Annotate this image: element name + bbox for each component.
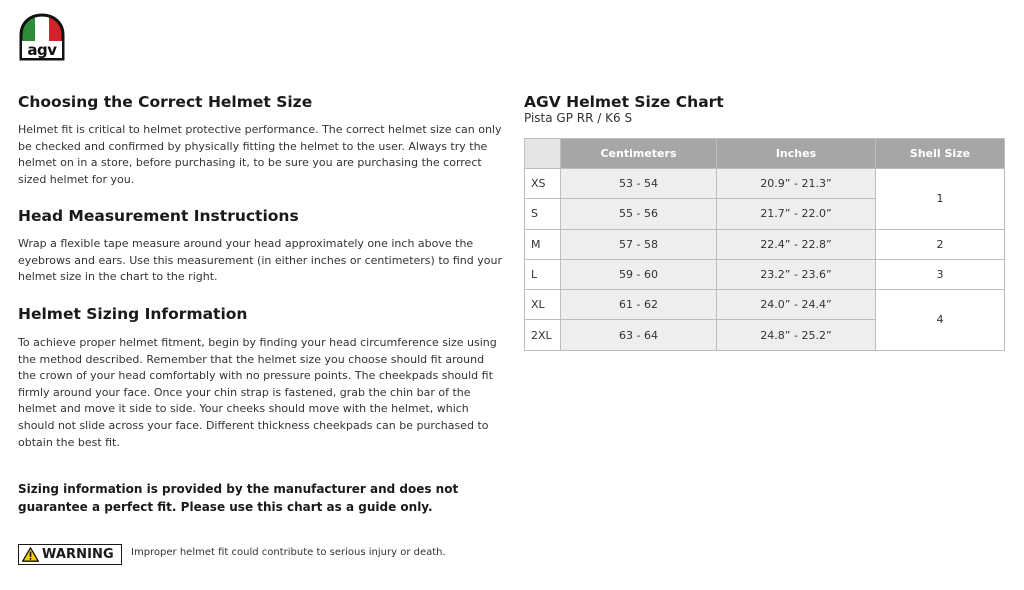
size-label: XS (525, 169, 561, 199)
size-label: M (525, 229, 561, 259)
size-chart-table (524, 138, 1005, 351)
disclaimer: Sizing information is provided by the manufacturer and does not guarantee a perfect fit. Please use this chart as a guide only. (18, 482, 459, 514)
centimeters-cell: 63 - 64 (561, 320, 717, 350)
chart-title: AGV Helmet Size Chart (524, 93, 724, 111)
size-label: S (525, 199, 561, 229)
inches-cell: 24.0” - 24.4” (717, 290, 876, 320)
section-sizing-information (18, 304, 503, 451)
inches-cell: 21.7” - 22.0” (717, 199, 876, 229)
inches-cell: 22.4” - 22.8” (717, 229, 876, 259)
section-choosing-size (18, 92, 503, 188)
section-title: Head Measurement Instructions (18, 207, 299, 225)
centimeters-cell: 59 - 60 (561, 259, 717, 289)
sizing-info (18, 92, 503, 449)
section-body: Helmet fit is critical to helmet protective performance. The correct helmet size can only be checked and confirmed by physically fitting the helmet to the user. Always try the helmet on in a store, before purchasing it, to be sure you are purchasing the correct sized helmet for you. (18, 123, 502, 186)
warning-label: WARNING (42, 547, 114, 562)
size-label: L (525, 259, 561, 289)
warning-triangle-icon (22, 547, 39, 562)
table-header-shell-size: Shell Size (876, 139, 1005, 169)
centimeters-cell: 61 - 62 (561, 290, 717, 320)
warning-text: Improper helmet fit could contribute to serious injury or death. (131, 547, 446, 558)
shell-size-cell: 4 (876, 290, 1005, 351)
table-header-inches: Inches (717, 139, 876, 169)
table-row (525, 259, 1005, 289)
centimeters-cell: 57 - 58 (561, 229, 717, 259)
chart-subtitle: Pista GP RR / K6 S (524, 111, 633, 125)
inches-cell: 23.2” - 23.6” (717, 259, 876, 289)
table-header-row (525, 139, 1005, 169)
warning-badge (18, 544, 122, 565)
size-label: 2XL (525, 320, 561, 350)
table-row (525, 229, 1005, 259)
section-body: To achieve proper helmet fitment, begin by finding your head circumference size using the method described. Remember that the helmet size you choose should fit around the crown of your head comfortably with no pressure points. The cheekpads should fit firmly around your face. Once your chin strap is fastened, grab the chin bar of the helmet and move it side to side. Your cheeks should move with the helmet, which should not slide across your face. Different thickness cheekpads can be purchased to obtain the best fit. (18, 336, 497, 449)
section-head-measurement (18, 206, 503, 286)
centimeters-cell: 53 - 54 (561, 169, 717, 199)
agv-logo (18, 13, 66, 63)
size-label: XL (525, 290, 561, 320)
section-body: Wrap a flexible tape measure around your head approximately one inch above the eyebrows and ears. Use this measurement (in either inches or centimeters) to find your helmet size in the chart to the right. (18, 237, 502, 284)
shell-size-cell: 1 (876, 169, 1005, 230)
shell-size-cell: 2 (876, 229, 1005, 259)
centimeters-cell: 55 - 56 (561, 199, 717, 229)
section-title: Choosing the Correct Helmet Size (18, 93, 313, 111)
shell-size-cell: 3 (876, 259, 1005, 289)
inches-cell: 24.8” - 25.2” (717, 320, 876, 350)
table-row (525, 290, 1005, 320)
logo-text: agv (27, 41, 57, 59)
table-header-blank (525, 139, 561, 169)
section-title: Helmet Sizing Information (18, 305, 248, 323)
table-header-centimeters: Centimeters (561, 139, 717, 169)
table-row (525, 169, 1005, 199)
inches-cell: 20.9” - 21.3” (717, 169, 876, 199)
